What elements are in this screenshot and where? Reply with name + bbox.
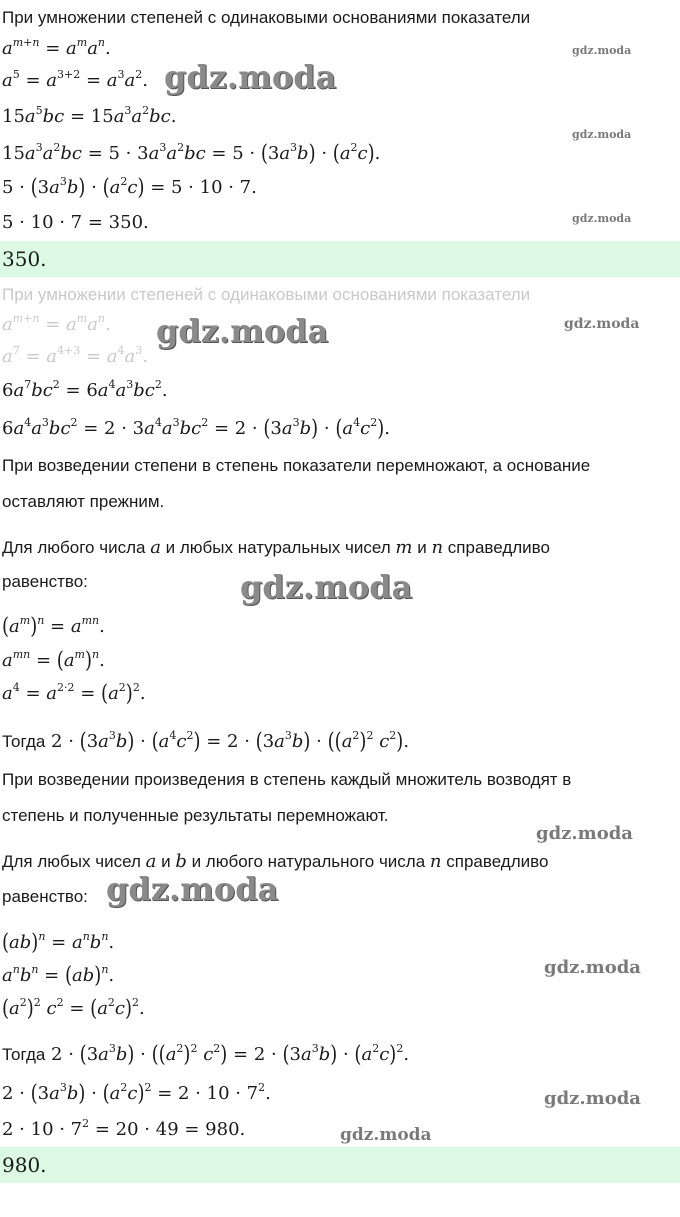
formula-line: $6a^7bc^2 = 6a^4a^3bc^2$. (2, 378, 168, 401)
formula-line: Тогда $2 \cdot (3a^3b) \cdot ((a^2)^2$ $c^2) = 2 \cdot (3a^3b) \cdot (a^2c)^2$. (2, 1041, 410, 1068)
rule-part: справедливо (446, 852, 549, 871)
formula-line: $a^5 = a^{3+2} = a^3a^2$. (2, 68, 148, 91)
rule-part: Для любых чисел (2, 852, 141, 871)
rule-text: Для любых чисел a и b и любого натурального числа n справедливо (2, 851, 549, 872)
answer-box (0, 241, 680, 277)
formula-line: $a^{m+n} = a^ma^n$. (2, 312, 111, 335)
formula-line: $2 \cdot 10 \cdot 7^2 = 20 \cdot 49 = 980$. (2, 1117, 246, 1140)
watermark: gdz.moda (106, 870, 279, 908)
watermark: gdz.moda (544, 1088, 641, 1109)
watermark: gdz.moda (544, 957, 641, 978)
formula-line: $a^7 = a^{4+3} = a^4a^3$. (2, 344, 148, 367)
watermark: gdz.moda (164, 58, 337, 96)
rule-text: равенство: (2, 572, 88, 591)
formula-line: $5 \cdot (3a^3b) \cdot (a^2c) = 5 \cdot 10 \cdot 7$. (2, 174, 257, 201)
watermark: gdz.moda (572, 44, 632, 57)
watermark: gdz.moda (156, 312, 329, 350)
formula-line: $(ab)^n = a^nb^n$. (2, 929, 115, 956)
rule-text: При умножении степеней с одинаковыми основаниями показатели (2, 285, 531, 304)
watermark: gdz.moda (340, 1125, 432, 1145)
rule-part: справедливо (447, 538, 550, 557)
formula-line: $a^nb^n = (ab)^n$. (2, 962, 115, 989)
formula-line: $a^4 = a^{2\cdot 2} = (a^2)^2$. (2, 680, 146, 707)
watermark: gdz.moda (536, 823, 633, 844)
answer-box (0, 1147, 680, 1183)
formula-line: $(a^2)^2$ $c^2 = (a^2c)^2$. (2, 995, 145, 1022)
answer-value: 980. (2, 1153, 47, 1177)
rule-text: При возведении произведения в степень каждый множитель возводят в (2, 770, 572, 789)
rule-text: оставляют прежним. (2, 492, 165, 511)
rule-text: При умножении степеней с одинаковыми основаниями показатели (2, 8, 531, 27)
rule-text: степень и полученные результаты перемножают. (2, 806, 389, 825)
formula-line: $a^{m+n} = a^ma^n$. (2, 36, 111, 59)
formula-line: $15a^3a^2bc = 5 \cdot 3a^3a^2bc = 5 \cdot (3a^3b) \cdot (a^2c)$. (2, 140, 381, 167)
watermark: gdz.moda (564, 316, 640, 332)
rule-part: Для любого числа (2, 538, 146, 557)
answer-value: 350. (2, 247, 47, 271)
watermark: gdz.moda (240, 568, 413, 606)
formula-line: $a^{mn} = (a^m)^n$. (2, 647, 105, 674)
rule-part: и любого натурального числа (191, 852, 426, 871)
then-label: Тогда (2, 732, 46, 751)
then-label: Тогда (2, 1045, 46, 1064)
formula-line: 5 · 10 · 7 = 350. (2, 212, 149, 233)
rule-part: и любых натуральных чисел (165, 538, 391, 557)
rule-text: При возведении степени в степень показатели перемножают, а основание (2, 456, 591, 475)
formula-line: $15a^5bc = 15a^3a^2bc$. (2, 104, 177, 127)
rule-part: и (161, 852, 171, 871)
rule-part: и (417, 538, 427, 557)
formula-line: $(a^m)^n = a^{mn}$. (2, 613, 105, 640)
rule-text: Для любого числа a и любых натуральных чисел m и n справедливо (2, 537, 550, 558)
watermark: gdz.moda (572, 212, 632, 225)
formula-line: $2 \cdot (3a^3b) \cdot (a^2c)^2 = 2 \cdot 10 \cdot 7^2$. (2, 1080, 271, 1107)
formula-line: Тогда $2 \cdot (3a^3b) \cdot (a^4c^2) = 2 \cdot (3a^3b) \cdot ((a^2)^2$ $c^2$). (2, 728, 410, 755)
formula-line: $6a^4a^3bc^2 = 2 \cdot 3a^4a^3bc^2 = 2 \cdot (3a^3b) \cdot (a^4c^2)$. (2, 415, 390, 442)
watermark: gdz.moda (572, 128, 632, 141)
rule-text: равенство: (2, 887, 88, 906)
